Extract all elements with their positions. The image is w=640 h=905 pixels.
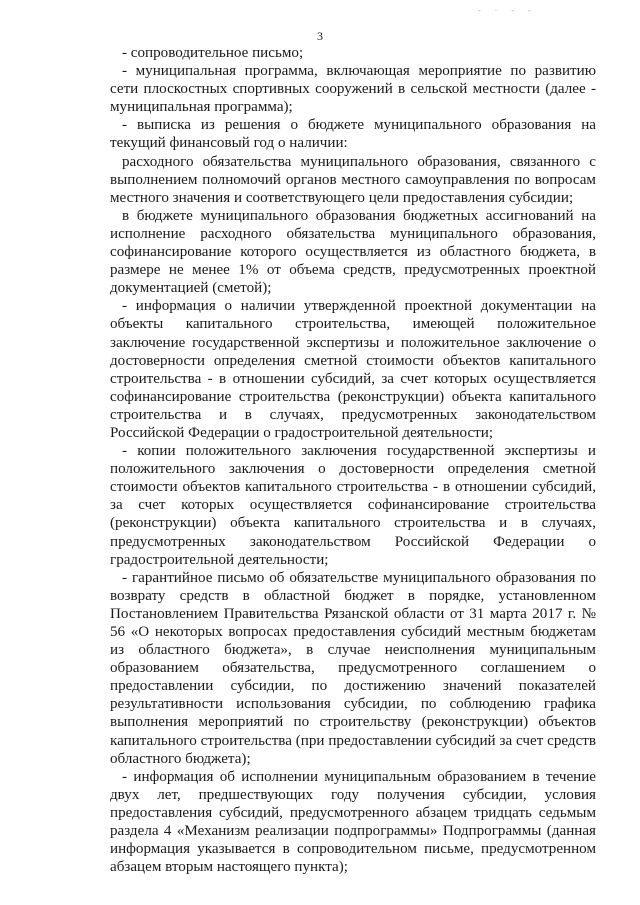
- paragraph-expense-obligation: расходного обязательства муниципального образования, связанного с выполнением полномочий органов местного самоуправления по вопросам местного значения и соответствующего цели предоставления субсидии;: [110, 153, 596, 206]
- page-number: 3: [317, 29, 323, 43]
- document-body: [110, 44, 596, 876]
- paragraph-municipal-program: - муниципальная программа, включающая мероприятие по развитию сети плоскостных спортивных сооружений в сельской местности (далее - муниципальная программа);: [110, 63, 596, 116]
- paragraph-execution-info: - информация об исполнении муниципальным образованием в течение двух лет, предшествующих году получения субсидии, условия предоставления субсидий, предусмотренного абзацем тридцать седьмым раздела 4 «Механизм реализации подпрограммы» Подпрограммы (данная информация указывается в сопроводительном письме, предусмотренном абзацем вторым настоящего пункта);: [110, 768, 596, 876]
- paragraph-budget-allocations: в бюджете муниципального образования бюджетных ассигнований на исполнение расходного обязательства муниципального образования, софинансирование которого осуществляется из областного бюджета, в размере не менее 1% от объема средств, предусмотренных проектной документацией (сметой);: [110, 207, 596, 297]
- scan-marks: - · - -: [478, 6, 537, 15]
- paragraph-expertise-copies: - копии положительного заключения государственной экспертизы и положительного заключения о достоверности определения сметной стоимости объектов капитального строительства - в отношении субсидий, за счет которых осуществляется софинансирование строительства (реконструкции) объекта капитального строительства и в случаях, предусмотренных законодательством Российской Федерации о градостроительной деятельности;: [110, 443, 596, 568]
- paragraph-project-documentation: - информация о наличии утвержденной проектной документации на объекты капитального строительства, имеющей положительное заключение государственной экспертизы и положительное заключение о достоверности определения сметной стоимости объектов капитального строительства - в отношении субсидий, за счет которых осуществляется софинансирование строительства (реконструкции) объекта капитального строительства и в случаях, предусмотренных законодательством Российской Федерации о градостроительной деятельности;: [110, 298, 596, 441]
- paragraph-guarantee-letter: - гарантийное письмо об обязательстве муниципального образования по возврату средств в областной бюджет в порядке, установленном Постановлением Правительства Рязанской области от 31 марта 2017 г. № 56 «О некоторых вопросах предоставления субсидий местным бюджетам из областного бюджета», в случае неисполнения муниципальным образованием обязательства, предусмотренного соглашением о предоставлении субсидии, по достижению значений показателей результативности использования субсидии, по соблюдению графика выполнения мероприятий по строительству (реконструкции) объектов капитального строительства (при предоставлении субсидий за счет средств областного бюджета);: [110, 569, 596, 767]
- paragraph-budget-extract: - выписка из решения о бюджете муниципального образования на текущий финансовый год о наличии:: [110, 117, 596, 152]
- paragraph-cover-letter: - сопроводительное письмо;: [122, 45, 304, 61]
